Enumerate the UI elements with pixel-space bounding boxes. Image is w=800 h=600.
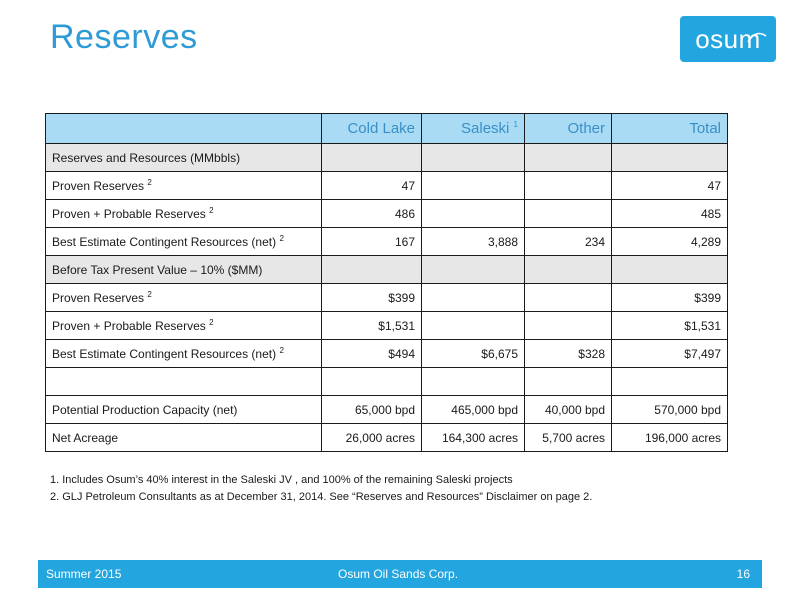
table-cell: 486 [322, 200, 422, 228]
table-cell: 40,000 bpd [525, 396, 612, 424]
table-row [46, 284, 728, 312]
row-label-text: Reserves and Resources (MMbbls) [52, 150, 241, 165]
table-cell [422, 172, 525, 200]
table-cell: $1,531 [322, 312, 422, 340]
table-cell [422, 256, 525, 284]
table-cell [422, 312, 525, 340]
row-label [46, 424, 322, 452]
header-total: Total [612, 114, 728, 144]
table-body [46, 144, 728, 452]
footnote-ref: 1 [513, 120, 518, 129]
blank-row [46, 368, 728, 396]
table-cell [612, 144, 728, 172]
table-cell: 196,000 acres [612, 424, 728, 452]
footnote-2: 2. GLJ Petroleum Consultants as at December 31, 2014. See “Reserves and Resources” Disclaimer on page 2. [50, 491, 593, 503]
reserves-table [45, 113, 728, 452]
table-cell: $1,531 [612, 312, 728, 340]
table-row [46, 200, 728, 228]
table-cell: $399 [322, 284, 422, 312]
row-label [46, 340, 322, 368]
table-cell: $494 [322, 340, 422, 368]
table-cell: 47 [322, 172, 422, 200]
row-label [46, 284, 322, 312]
table-cell [612, 256, 728, 284]
footnote-ref: 2 [209, 205, 214, 215]
table-cell [525, 144, 612, 172]
table-cell: $6,675 [422, 340, 525, 368]
table-header-row [46, 114, 728, 144]
table-row [46, 172, 728, 200]
table-cell [422, 368, 525, 396]
header-empty-cell [46, 114, 322, 144]
row-label [46, 312, 322, 340]
row-label-text: Net Acreage [52, 430, 119, 445]
row-label-text: Proven + Probable Reserves [52, 318, 206, 333]
section-row [46, 144, 728, 172]
row-label [46, 256, 322, 284]
row-label-text: Before Tax Present Value – 10% ($MM) [52, 262, 263, 277]
page-number: 16 [736, 567, 750, 581]
table-cell [422, 200, 525, 228]
table-cell [322, 256, 422, 284]
swoosh-icon [746, 30, 768, 46]
table-row [46, 228, 728, 256]
page-title: Reserves [50, 18, 198, 56]
table-cell: 465,000 bpd [422, 396, 525, 424]
footer-bar [38, 560, 762, 588]
table-row [46, 312, 728, 340]
table-cell: 65,000 bpd [322, 396, 422, 424]
footer-date: Summer 2015 [46, 567, 122, 581]
table-cell [422, 284, 525, 312]
table-cell: 570,000 bpd [612, 396, 728, 424]
row-label [46, 368, 322, 396]
table-cell: $328 [525, 340, 612, 368]
footnote-ref: 2 [279, 233, 284, 243]
table-cell [525, 172, 612, 200]
table-cell: $399 [612, 284, 728, 312]
row-label [46, 172, 322, 200]
osum-logo [680, 16, 776, 62]
table-cell: $7,497 [612, 340, 728, 368]
table-cell: 485 [612, 200, 728, 228]
table-cell: 5,700 acres [525, 424, 612, 452]
row-label-text: Best Estimate Contingent Resources (net) [52, 234, 277, 249]
table-row [46, 424, 728, 452]
row-label-text: Proven Reserves [52, 178, 145, 193]
row-label [46, 144, 322, 172]
row-label-text: Proven + Probable Reserves [52, 206, 206, 221]
row-label-text: Potential Production Capacity (net) [52, 402, 238, 417]
table-cell: 47 [612, 172, 728, 200]
table-cell: 26,000 acres [322, 424, 422, 452]
table-row [46, 340, 728, 368]
header-cold-lake: Cold Lake [322, 114, 422, 144]
row-label-text: Proven Reserves [52, 290, 145, 305]
footer-company: Osum Oil Sands Corp. [338, 567, 459, 581]
table-cell [525, 368, 612, 396]
table-row [46, 396, 728, 424]
table-cell [525, 200, 612, 228]
table-cell [422, 144, 525, 172]
footnote-ref: 2 [147, 289, 152, 299]
table-cell [525, 256, 612, 284]
footnote-ref: 2 [147, 177, 152, 187]
table-cell [525, 284, 612, 312]
row-label-text: Best Estimate Contingent Resources (net) [52, 346, 277, 361]
footnotes [50, 474, 592, 508]
table-cell [322, 368, 422, 396]
table-cell [322, 144, 422, 172]
table-cell: 4,289 [612, 228, 728, 256]
row-label [46, 228, 322, 256]
footnote-ref: 2 [209, 317, 214, 327]
table-cell [612, 368, 728, 396]
logo-text: osum [695, 24, 761, 54]
footnote-1: 1. Includes Osum’s 40% interest in the Saleski JV , and 100% of the remaining Saleski projects [50, 474, 513, 486]
footnote-ref: 2 [279, 345, 284, 355]
table-cell [525, 312, 612, 340]
table-cell: 164,300 acres [422, 424, 525, 452]
table-cell: 3,888 [422, 228, 525, 256]
header-other: Other [525, 114, 612, 144]
section-row [46, 256, 728, 284]
row-label [46, 200, 322, 228]
row-label [46, 396, 322, 424]
table-cell: 234 [525, 228, 612, 256]
header-saleski [422, 114, 525, 144]
table-cell: 167 [322, 228, 422, 256]
header-saleski-label: Saleski [461, 120, 510, 137]
